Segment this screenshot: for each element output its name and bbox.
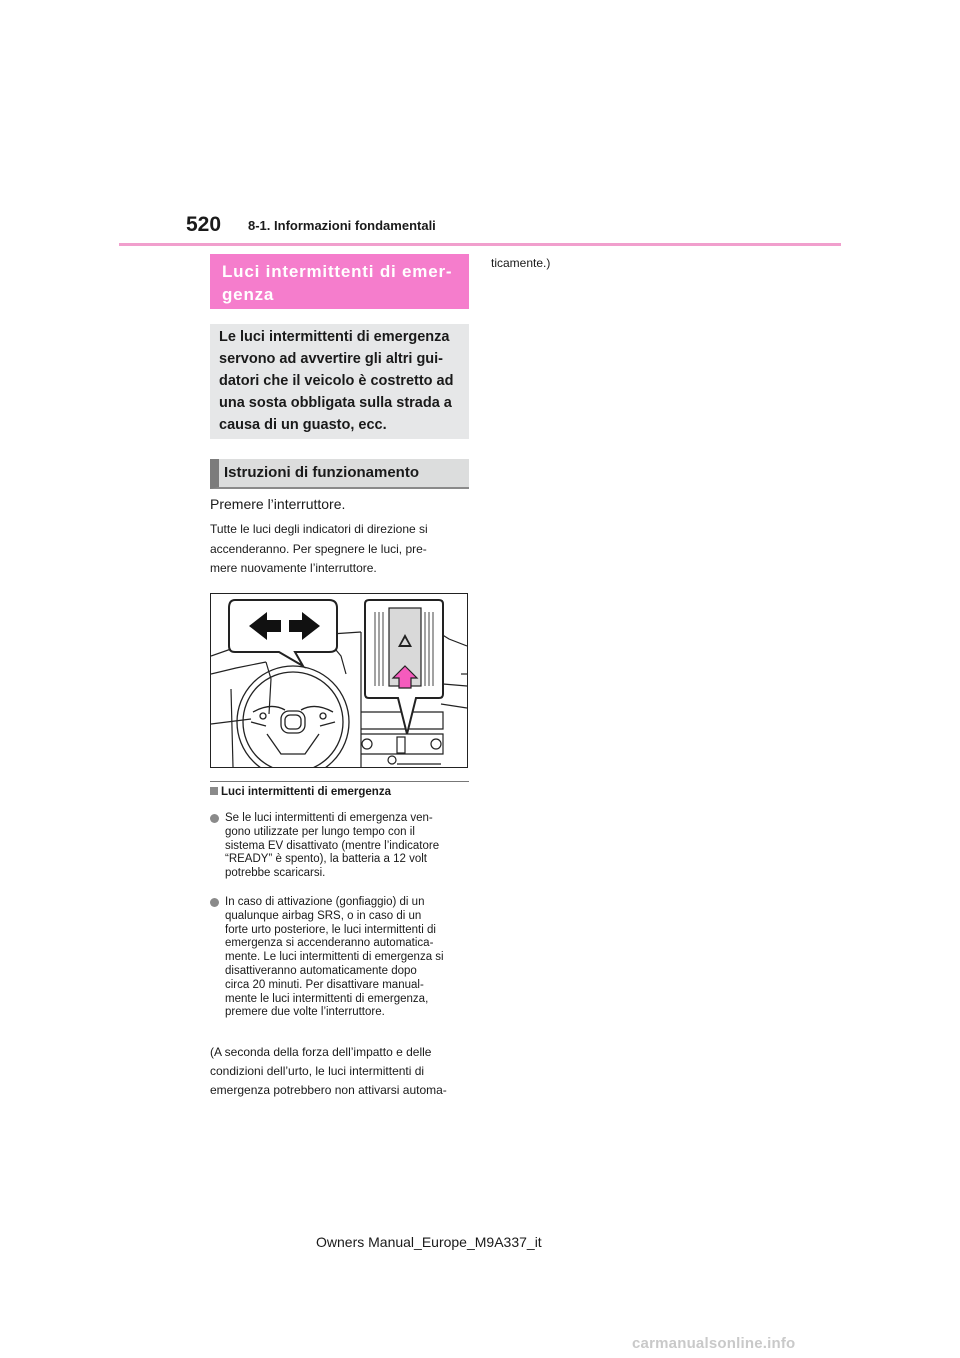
summary-line: datori che il veicolo è costretto ad	[219, 373, 454, 389]
square-bullet-icon	[210, 787, 218, 795]
circle-bullet-icon	[210, 898, 219, 907]
continuation-text: ticamente.)	[491, 256, 551, 270]
instruction-text: Premere l’interruttore.	[210, 496, 346, 512]
section-title: 8-1. Informazioni fondamentali	[248, 218, 436, 233]
footer-text: Owners Manual_Europe_M9A337_it	[316, 1234, 542, 1250]
description	[210, 520, 472, 579]
note-bullet	[210, 812, 472, 881]
title-line: Luci intermittenti di emer-	[222, 262, 453, 281]
page-number: 520	[186, 213, 222, 236]
operation-heading: Istruzioni di funzionamento	[210, 459, 469, 489]
summary-line: causa di un guasto, ecc.	[219, 417, 387, 433]
description-line: Tutte le luci degli indicatori di direzione si	[210, 522, 428, 536]
title-line: genza	[222, 285, 275, 304]
note-text: In caso di attivazione (gonfiaggio) di un qualunque airbag SRS, o in caso di un forte urto posteriore, le luci intermittenti di emergenza si accenderanno automatica- mente. Le luci intermittenti di emergenza si disattiveranno automaticamente dopo circa 20 minuti. Per disattivare manual- mente le luci intermittenti di emergenza, premere due volte l’interruttore.	[225, 896, 444, 1019]
summary-box	[210, 324, 469, 439]
callout-bubble	[229, 600, 337, 666]
paren-line: (A seconda della forza dell’impatto e delle	[210, 1045, 432, 1059]
summary-line: una sosta obbligata sulla strada a	[219, 395, 452, 411]
paren-line: condizioni dell’urto, le luci intermittenti di	[210, 1064, 425, 1078]
notes-heading-text: Luci intermittenti di emergenza	[221, 786, 391, 798]
circle-bullet-icon	[210, 814, 219, 823]
notes-divider	[210, 781, 469, 782]
steering-wheel	[237, 666, 349, 767]
paren-note	[210, 1043, 475, 1100]
notes-heading	[210, 786, 391, 798]
note-bullet	[210, 896, 472, 1020]
header-rule	[119, 243, 841, 246]
description-line: mere nuovamente l’interruttore.	[210, 561, 377, 575]
summary-line: servono ad avvertire gli altri gui-	[219, 351, 444, 367]
note-text: Se le luci intermittenti di emergenza ven- gono utilizzate per lungo tempo con il sistema EV disattivato (mentre l’indicatore “READY” è spento), la batteria a 12 volt potrebbe scaricarsi.	[225, 812, 440, 880]
title-box	[210, 254, 469, 309]
description-line: accenderanno. Per spegnere le luci, pre-	[210, 541, 427, 556]
paren-line: emergenza potrebbero non attivarsi automa-	[210, 1083, 447, 1097]
watermark: carmanualsonline.info	[632, 1335, 796, 1352]
summary-line: Le luci intermittenti di emergenza	[219, 329, 450, 345]
hazard-switch-illustration	[210, 593, 468, 768]
